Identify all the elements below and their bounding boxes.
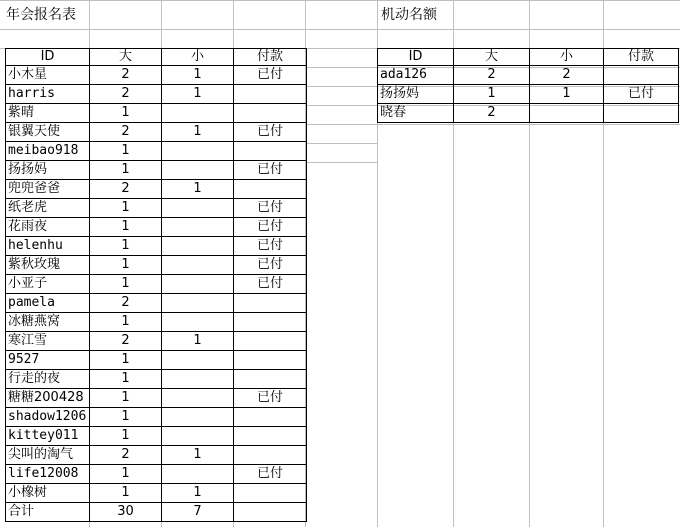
cell-child[interactable]: 1 xyxy=(162,484,234,503)
cell-id[interactable]: 紫秋玫瑰 xyxy=(6,256,90,275)
cell-payment[interactable] xyxy=(234,370,307,389)
cell-child[interactable] xyxy=(162,237,234,256)
header-payment[interactable]: 付款 xyxy=(604,49,679,66)
cell-child[interactable] xyxy=(162,199,234,218)
cell-id[interactable]: 小亚子 xyxy=(6,275,90,294)
cell-id[interactable]: ada126 xyxy=(378,66,454,85)
cell-payment[interactable]: 已付 xyxy=(234,161,307,180)
header-adult[interactable]: 大 xyxy=(90,49,162,66)
header-payment[interactable]: 付款 xyxy=(234,49,307,66)
cell-child[interactable] xyxy=(162,161,234,180)
table-row xyxy=(6,85,307,104)
cell-child[interactable] xyxy=(162,389,234,408)
header-child[interactable]: 小 xyxy=(162,49,234,66)
cell-id[interactable]: 扬扬妈 xyxy=(6,161,90,180)
cell-id[interactable]: 花雨夜 xyxy=(6,218,90,237)
cell-adult[interactable]: 1 xyxy=(90,237,162,256)
cell-child[interactable] xyxy=(162,313,234,332)
cell-id[interactable]: helenhu xyxy=(6,237,90,256)
cell-adult[interactable]: 1 xyxy=(90,199,162,218)
cell-payment[interactable]: 已付 xyxy=(234,465,307,484)
cell-adult[interactable]: 1 xyxy=(90,465,162,484)
table-row xyxy=(6,484,307,503)
cell-payment[interactable]: 已付 xyxy=(234,389,307,408)
cell-payment[interactable]: 已付 xyxy=(604,85,679,104)
table-row xyxy=(6,123,307,142)
cell-adult[interactable]: 1 xyxy=(90,484,162,503)
cell-payment[interactable] xyxy=(234,313,307,332)
header-id[interactable]: ID xyxy=(378,49,454,66)
table-header-row xyxy=(378,49,679,66)
cell-child[interactable] xyxy=(162,275,234,294)
table-row xyxy=(378,85,679,104)
cell-child[interactable] xyxy=(162,104,234,123)
cell-child[interactable] xyxy=(162,465,234,484)
cell-payment[interactable] xyxy=(234,351,307,370)
table-row xyxy=(6,332,307,351)
cell-adult[interactable]: 2 xyxy=(90,294,162,313)
table-row xyxy=(6,256,307,275)
cell-id[interactable]: 银翼天使 xyxy=(6,123,90,142)
standby-table xyxy=(377,48,679,123)
cell-adult[interactable]: 1 xyxy=(90,275,162,294)
cell-child[interactable] xyxy=(162,218,234,237)
cell-payment[interactable]: 已付 xyxy=(234,275,307,294)
cell-id[interactable]: 扬扬妈 xyxy=(378,85,454,104)
cell-id[interactable]: 小木星 xyxy=(6,66,90,85)
table-row xyxy=(6,427,307,446)
cell-adult[interactable]: 2 xyxy=(90,85,162,104)
cell-payment[interactable] xyxy=(234,294,307,313)
cell-id[interactable]: 尖叫的淘气 xyxy=(6,446,90,465)
cell-id[interactable]: 小橡树 xyxy=(6,484,90,503)
cell-id[interactable]: 紫晴 xyxy=(6,104,90,123)
cell-child[interactable]: 1 xyxy=(162,180,234,199)
cell-adult[interactable]: 2 xyxy=(90,66,162,85)
registration-table xyxy=(5,48,307,522)
cell-payment[interactable]: 已付 xyxy=(234,66,307,85)
cell-id[interactable]: shadow1206 xyxy=(6,408,90,427)
cell-child[interactable] xyxy=(162,256,234,275)
table-row xyxy=(6,370,307,389)
cell-adult[interactable]: 1 xyxy=(90,218,162,237)
table-row xyxy=(6,275,307,294)
cell-child[interactable]: 1 xyxy=(162,332,234,351)
cell-child[interactable] xyxy=(162,294,234,313)
cell-adult[interactable]: 1 xyxy=(90,370,162,389)
cell-payment[interactable] xyxy=(604,66,679,85)
cell-id[interactable]: harris xyxy=(6,85,90,104)
cell-child[interactable]: 2 xyxy=(530,66,604,85)
cell-child[interactable] xyxy=(162,370,234,389)
cell-adult[interactable]: 2 xyxy=(90,180,162,199)
total-child[interactable]: 7 xyxy=(162,503,234,522)
total-adult[interactable]: 30 xyxy=(90,503,162,522)
cell-adult[interactable]: 1 xyxy=(454,85,530,104)
table-row xyxy=(6,446,307,465)
cell-payment[interactable] xyxy=(234,446,307,465)
cell-child[interactable]: 1 xyxy=(530,85,604,104)
cell-child[interactable]: 1 xyxy=(162,123,234,142)
table-header-row xyxy=(6,49,307,66)
table-row xyxy=(6,465,307,484)
cell-payment[interactable] xyxy=(234,332,307,351)
header-id[interactable]: ID xyxy=(6,49,90,66)
cell-id[interactable]: pamela xyxy=(6,294,90,313)
cell-adult[interactable]: 2 xyxy=(90,123,162,142)
table-row xyxy=(6,351,307,370)
cell-adult[interactable]: 2 xyxy=(454,66,530,85)
cell-id[interactable]: 行走的夜 xyxy=(6,370,90,389)
cell-payment[interactable] xyxy=(604,104,679,123)
table-row xyxy=(6,218,307,237)
cell-child[interactable] xyxy=(162,142,234,161)
cell-payment[interactable]: 已付 xyxy=(234,123,307,142)
table-row xyxy=(6,104,307,123)
cell-adult[interactable]: 1 xyxy=(90,389,162,408)
table-row xyxy=(6,408,307,427)
cell-adult[interactable]: 1 xyxy=(90,351,162,370)
left-sheet-title: 年会报名表 xyxy=(6,7,76,23)
cell-payment[interactable]: 已付 xyxy=(234,256,307,275)
cell-adult[interactable]: 2 xyxy=(90,446,162,465)
cell-id[interactable]: 寒江雪 xyxy=(6,332,90,351)
cell-id[interactable]: meibao918 xyxy=(6,142,90,161)
cell-child[interactable] xyxy=(162,408,234,427)
cell-id[interactable]: 9527 xyxy=(6,351,90,370)
cell-adult[interactable]: 1 xyxy=(90,142,162,161)
table-row xyxy=(6,389,307,408)
cell-payment[interactable] xyxy=(234,85,307,104)
table-row xyxy=(378,66,679,85)
header-adult[interactable]: 大 xyxy=(454,49,530,66)
total-payment[interactable] xyxy=(234,503,307,522)
table-row xyxy=(6,180,307,199)
total-label[interactable]: 合计 xyxy=(6,503,90,522)
cell-id[interactable]: 冰糖燕窝 xyxy=(6,313,90,332)
cell-id[interactable]: 兜兜爸爸 xyxy=(6,180,90,199)
cell-adult[interactable]: 1 xyxy=(90,104,162,123)
cell-payment[interactable] xyxy=(234,104,307,123)
right-sheet-title: 机动名额 xyxy=(381,7,437,23)
cell-payment[interactable]: 已付 xyxy=(234,199,307,218)
cell-child[interactable]: 1 xyxy=(162,446,234,465)
table-row xyxy=(6,142,307,161)
cell-child[interactable] xyxy=(162,427,234,446)
cell-adult[interactable]: 1 xyxy=(90,408,162,427)
cell-adult[interactable]: 1 xyxy=(90,256,162,275)
cell-payment[interactable]: 已付 xyxy=(234,218,307,237)
cell-payment[interactable]: 已付 xyxy=(234,237,307,256)
table-row xyxy=(6,294,307,313)
cell-adult[interactable]: 2 xyxy=(454,104,530,123)
cell-payment[interactable] xyxy=(234,408,307,427)
table-row xyxy=(378,104,679,123)
cell-child[interactable] xyxy=(162,351,234,370)
cell-child[interactable] xyxy=(530,104,604,123)
header-child[interactable]: 小 xyxy=(530,49,604,66)
cell-child[interactable]: 1 xyxy=(162,85,234,104)
cell-id[interactable]: life12008 xyxy=(6,465,90,484)
table-row xyxy=(6,161,307,180)
cell-payment[interactable] xyxy=(234,427,307,446)
cell-adult[interactable]: 1 xyxy=(90,313,162,332)
cell-adult[interactable]: 1 xyxy=(90,427,162,446)
cell-id[interactable]: 糖糖200428 xyxy=(6,389,90,408)
cell-id[interactable]: 纸老虎 xyxy=(6,199,90,218)
cell-id[interactable]: kittey011 xyxy=(6,427,90,446)
cell-adult[interactable]: 1 xyxy=(90,161,162,180)
cell-payment[interactable] xyxy=(234,142,307,161)
total-row xyxy=(6,503,307,522)
cell-adult[interactable]: 2 xyxy=(90,332,162,351)
table-row xyxy=(6,237,307,256)
cell-payment[interactable] xyxy=(234,484,307,503)
table-row xyxy=(6,199,307,218)
table-row xyxy=(6,313,307,332)
table-row xyxy=(6,66,307,85)
cell-child[interactable]: 1 xyxy=(162,66,234,85)
cell-id[interactable]: 晓春 xyxy=(378,104,454,123)
cell-payment[interactable] xyxy=(234,180,307,199)
